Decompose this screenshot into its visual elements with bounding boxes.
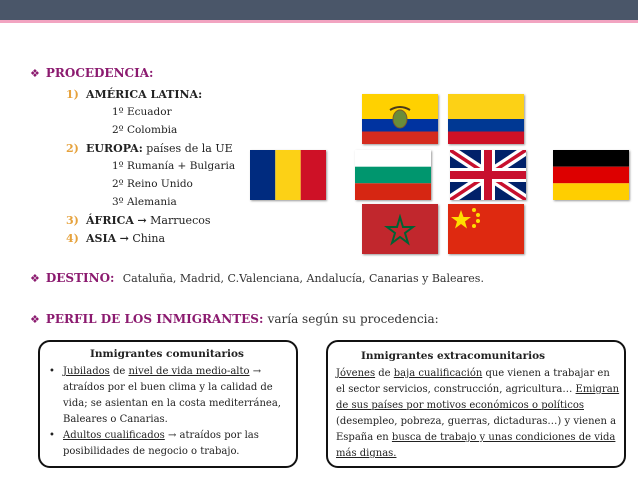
destino-text: Cataluña, Madrid, C.Valenciana, Andalucía, Canarias y Baleares. <box>122 272 484 285</box>
header-accent-line <box>0 20 638 23</box>
item-number: 1) <box>66 88 79 101</box>
box-extracomunitarios-text: Jóvenes de baja cualificación que vienen a trabajar en el sector servicios, construcción, agricultura… Emigran de sus países por motivos económicos o políticos (desempleo, pobreza, guerras, dictaduras…) y vienen a España en busca de trabajo y unas condiciones de vida más dignas. <box>336 368 620 459</box>
arrow-right-icon: → <box>137 214 147 227</box>
item-label: ÁFRICA → Marruecos <box>86 214 211 227</box>
flag-bulgaria <box>355 150 431 200</box>
diamond-bullet-icon: ❖ <box>30 272 40 285</box>
box-comunitarios-title: Inmigrantes comunitarios <box>90 348 244 360</box>
flag-ecuador <box>362 94 438 144</box>
item-label: EUROPA: países de la UE <box>86 142 233 155</box>
flag-romania <box>250 150 326 200</box>
destino-heading: ❖ DESTINO: Cataluña, Madrid, C.Valenciana, Andalucía, Canarias y Baleares. <box>30 271 484 285</box>
arrow-right-icon: → <box>119 232 129 245</box>
diamond-bullet-icon: ❖ <box>30 313 40 326</box>
sub-item: 1º Rumanía + Bulgaria <box>112 160 236 172</box>
bullet-jubilados: • Jubilados de nivel de vida medio-alto → atraídos por el buen clima y la calidad de vida; se asientan en la costa mediterránea, Baleares o Canarias. <box>49 366 281 425</box>
procedencia-heading: ❖ PROCEDENCIA: <box>30 66 154 80</box>
sub-item: 2º Colombia <box>112 124 178 136</box>
box-comunitarios-text <box>47 364 295 460</box>
item-label: AMÉRICA LATINA: <box>86 88 203 101</box>
diamond-bullet-icon: ❖ <box>30 67 40 80</box>
flag-china <box>448 204 524 254</box>
arrow-right-icon: → <box>252 366 262 377</box>
item-number: 2) <box>66 142 79 155</box>
flag-colombia <box>448 94 524 144</box>
sub-item: 1º Ecuador <box>112 106 172 118</box>
flag-germany <box>553 150 629 200</box>
header-bar <box>0 0 638 20</box>
item-number: 3) <box>66 214 79 227</box>
perfil-text: varía según su procedencia: <box>267 312 439 326</box>
perfil-heading: ❖ PERFIL DE LOS INMIGRANTES: varía según su procedencia: <box>30 312 439 326</box>
flag-united-kingdom <box>450 150 526 200</box>
box-extracomunitarios-title: Inmigrantes extracomunitarios <box>361 350 546 362</box>
item-label: ASIA → China <box>86 232 166 245</box>
flag-morocco <box>362 204 438 254</box>
arrow-right-icon: → <box>167 430 177 441</box>
bullet-adultos: • Adultos cualificados → atraídos por las posibilidades de negocio o trabajo. <box>49 430 259 457</box>
sub-item: 2º Reino Unido <box>112 178 193 190</box>
item-number: 4) <box>66 232 79 245</box>
sub-item: 3º Alemania <box>112 196 177 208</box>
